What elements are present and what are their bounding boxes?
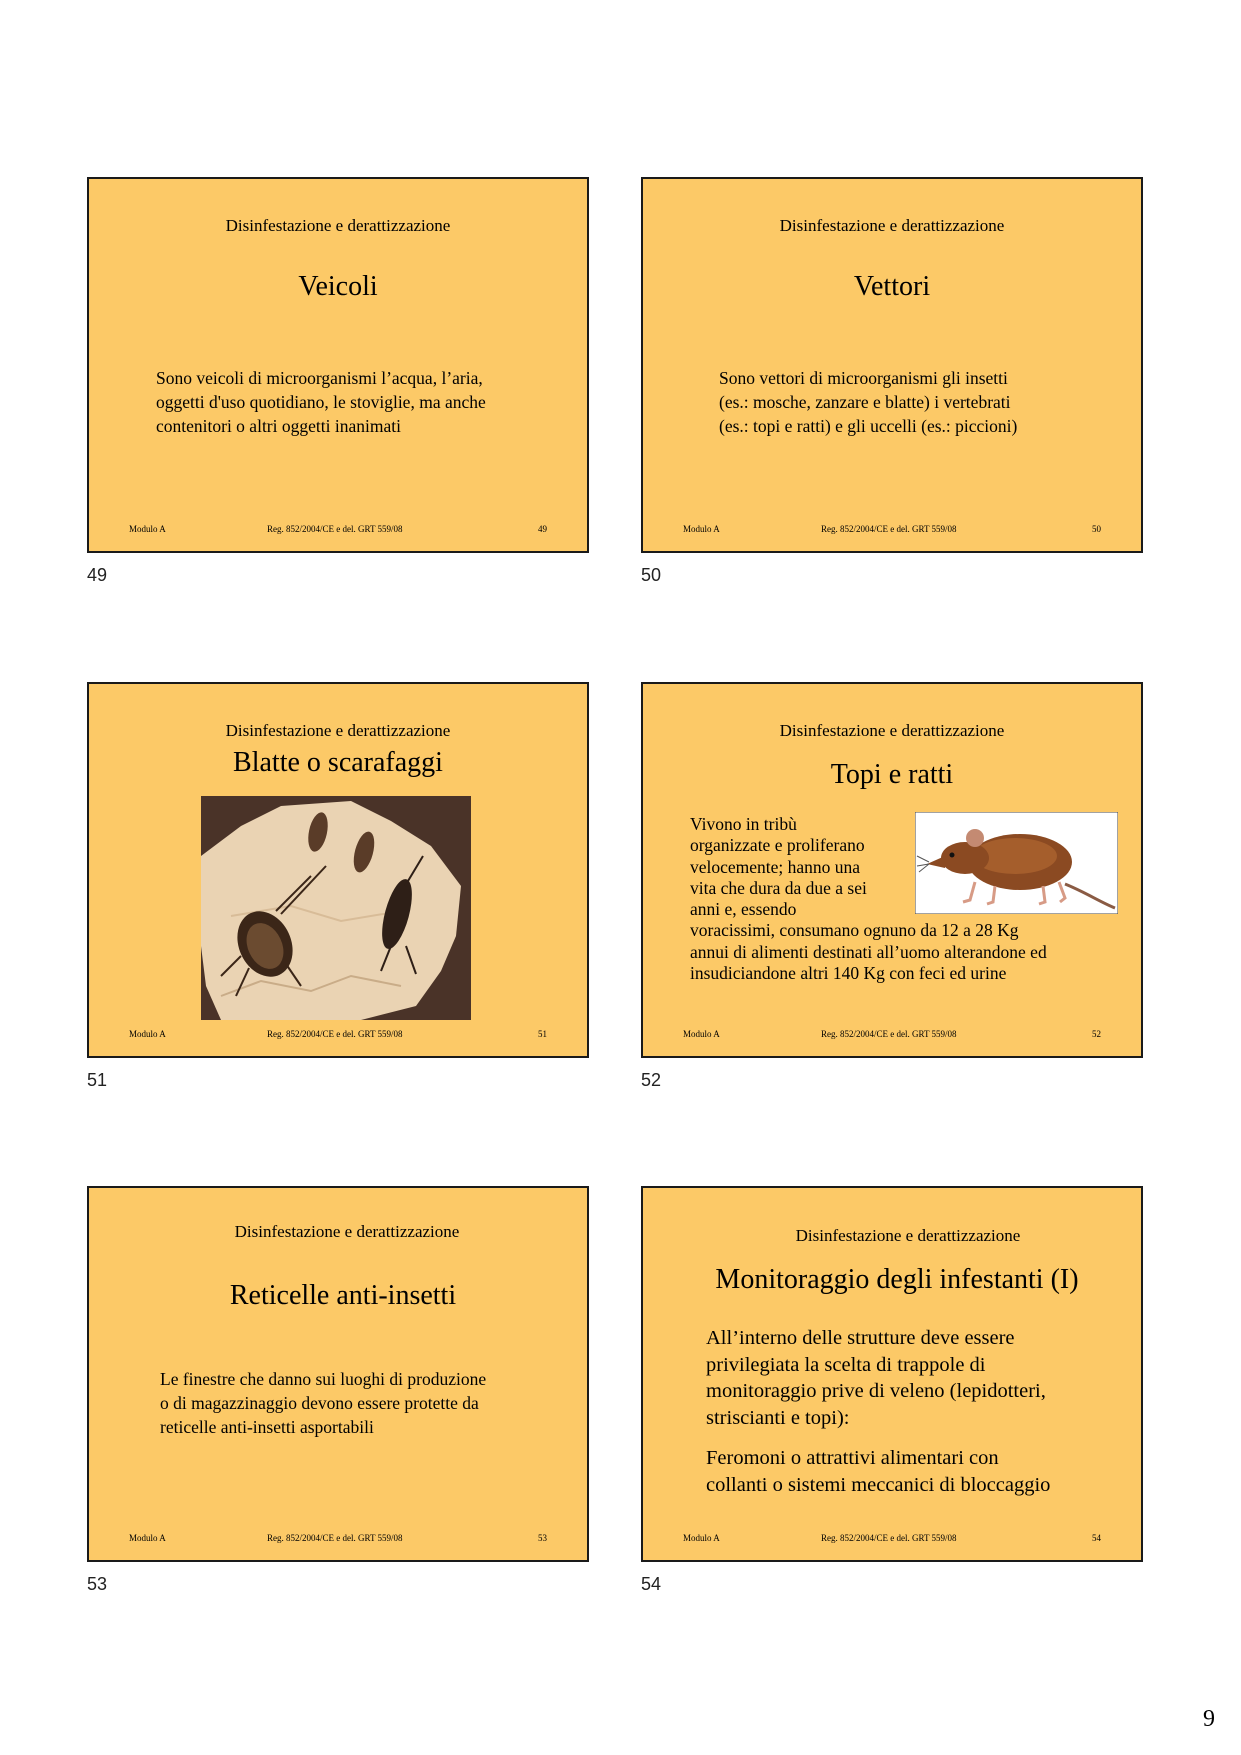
slide-header: Disinfestazione e derattizzazione (779, 721, 1005, 740)
body-line: (es.: mosche, zanzare e blatte) i vertebrati (719, 392, 1011, 412)
body-line: reticelle anti-insetti asportabili (160, 1417, 374, 1437)
body-line: vita che dura da due a sei (690, 877, 867, 898)
slide-50 (641, 177, 1143, 553)
slide-title: Reticelle anti-insetti (229, 1280, 457, 1311)
slide-footer (643, 1532, 1141, 1544)
body-line: Sono veicoli di microorganismi l’acqua, l’aria, (156, 368, 483, 388)
body-line: velocemente; hanno una (690, 856, 861, 877)
body-line: Sono vettori di microorganismi gli insetti (719, 368, 1008, 388)
footer-regulation: Reg. 852/2004/CE e del. GRT 559/08 (821, 1029, 957, 1039)
footer-slide-number: 54 (1092, 1533, 1101, 1543)
slide-label: 53 (87, 1574, 108, 1594)
slide-header: Disinfestazione e derattizzazione (234, 1222, 460, 1241)
slide-title: Monitoraggio degli infestanti (I) (715, 1264, 1079, 1295)
footer-module: Modulo A (129, 1533, 166, 1543)
footer-module: Modulo A (683, 524, 720, 534)
slide-footer (643, 523, 1141, 535)
body-line: Le finestre che danno sui luoghi di produzione (160, 1369, 487, 1389)
slide-footer (643, 1028, 1141, 1040)
footer-module: Modulo A (683, 1533, 720, 1543)
body-line: anni e, essendo (690, 899, 797, 920)
body-line: collanti o sistemi meccanici di bloccaggio (706, 1473, 1051, 1496)
footer-slide-number: 50 (1092, 524, 1101, 534)
body-line: All’interno delle strutture deve essere (706, 1327, 1015, 1349)
slide-title: Veicoli (298, 271, 378, 302)
slide-label: 49 (87, 565, 108, 585)
body-line: annui di alimenti destinati all’uomo alterandone ed (690, 941, 1047, 962)
footer-module: Modulo A (129, 524, 166, 534)
slide-header: Disinfestazione e derattizzazione (779, 216, 1005, 235)
footer-regulation: Reg. 852/2004/CE e del. GRT 559/08 (267, 1029, 403, 1039)
footer-slide-number: 49 (538, 524, 547, 534)
slide-label: 51 (87, 1070, 108, 1090)
footer-regulation: Reg. 852/2004/CE e del. GRT 559/08 (267, 524, 403, 534)
slide-53 (87, 1186, 589, 1562)
slide-footer (89, 1532, 587, 1544)
slide-header: Disinfestazione e derattizzazione (225, 721, 451, 740)
footer-regulation: Reg. 852/2004/CE e del. GRT 559/08 (821, 1533, 957, 1543)
footer-regulation: Reg. 852/2004/CE e del. GRT 559/08 (821, 524, 957, 534)
slide-body (719, 366, 1017, 438)
slide-51 (87, 682, 589, 1058)
body-line: privilegiata la scelta di trappole di (706, 1353, 986, 1376)
slide-body (156, 366, 486, 438)
footer-regulation: Reg. 852/2004/CE e del. GRT 559/08 (267, 1533, 403, 1543)
footer-slide-number: 52 (1092, 1029, 1101, 1039)
slide-52 (641, 682, 1143, 1058)
body-line: o di magazzinaggio devono essere protette da (160, 1393, 479, 1413)
slide-header: Disinfestazione e derattizzazione (225, 216, 451, 235)
body-line: (es.: topi e ratti) e gli uccelli (es.: piccioni) (719, 416, 1018, 436)
slide-49 (87, 177, 589, 553)
footer-module: Modulo A (683, 1029, 720, 1039)
slide-body (706, 1325, 1050, 1498)
cockroaches-photo (201, 796, 471, 1020)
page-number: 9 (1203, 1706, 1215, 1732)
body-line: Feromoni o attrattivi alimentari con (706, 1447, 999, 1469)
footer-slide-number: 53 (538, 1533, 547, 1543)
body-line: monitoraggio prive di veleno (lepidotteri, (706, 1380, 1046, 1402)
slide-label: 50 (641, 565, 662, 585)
slide-footer (89, 1028, 587, 1040)
slide-title: Topi e ratti (830, 759, 954, 790)
body-line: striscianti e topi): (706, 1406, 850, 1429)
slide-label: 54 (641, 1574, 662, 1594)
body-line: organizzate e proliferano (690, 835, 865, 856)
slide-title: Blatte o scarafaggi (233, 747, 443, 778)
slide-body (690, 814, 1047, 984)
slide-body (160, 1367, 486, 1439)
body-line: voracissimi, consumano ognuno da 12 a 28 Kg (690, 920, 1019, 941)
slide-footer (89, 523, 587, 535)
body-line: insudiciandone altri 140 Kg con feci ed urine (690, 963, 1007, 984)
slide-title: Vettori (853, 271, 931, 302)
slide-54 (641, 1186, 1143, 1562)
body-line: oggetti d'uso quotidiano, le stoviglie, ma anche (156, 392, 486, 412)
body-line: contenitori o altri oggetti inanimati (156, 416, 401, 436)
slide-header: Disinfestazione e derattizzazione (795, 1226, 1021, 1245)
slide-label: 52 (641, 1070, 662, 1090)
footer-slide-number: 51 (538, 1029, 547, 1039)
footer-module: Modulo A (129, 1029, 166, 1039)
body-line: Vivono in tribù (690, 814, 797, 834)
